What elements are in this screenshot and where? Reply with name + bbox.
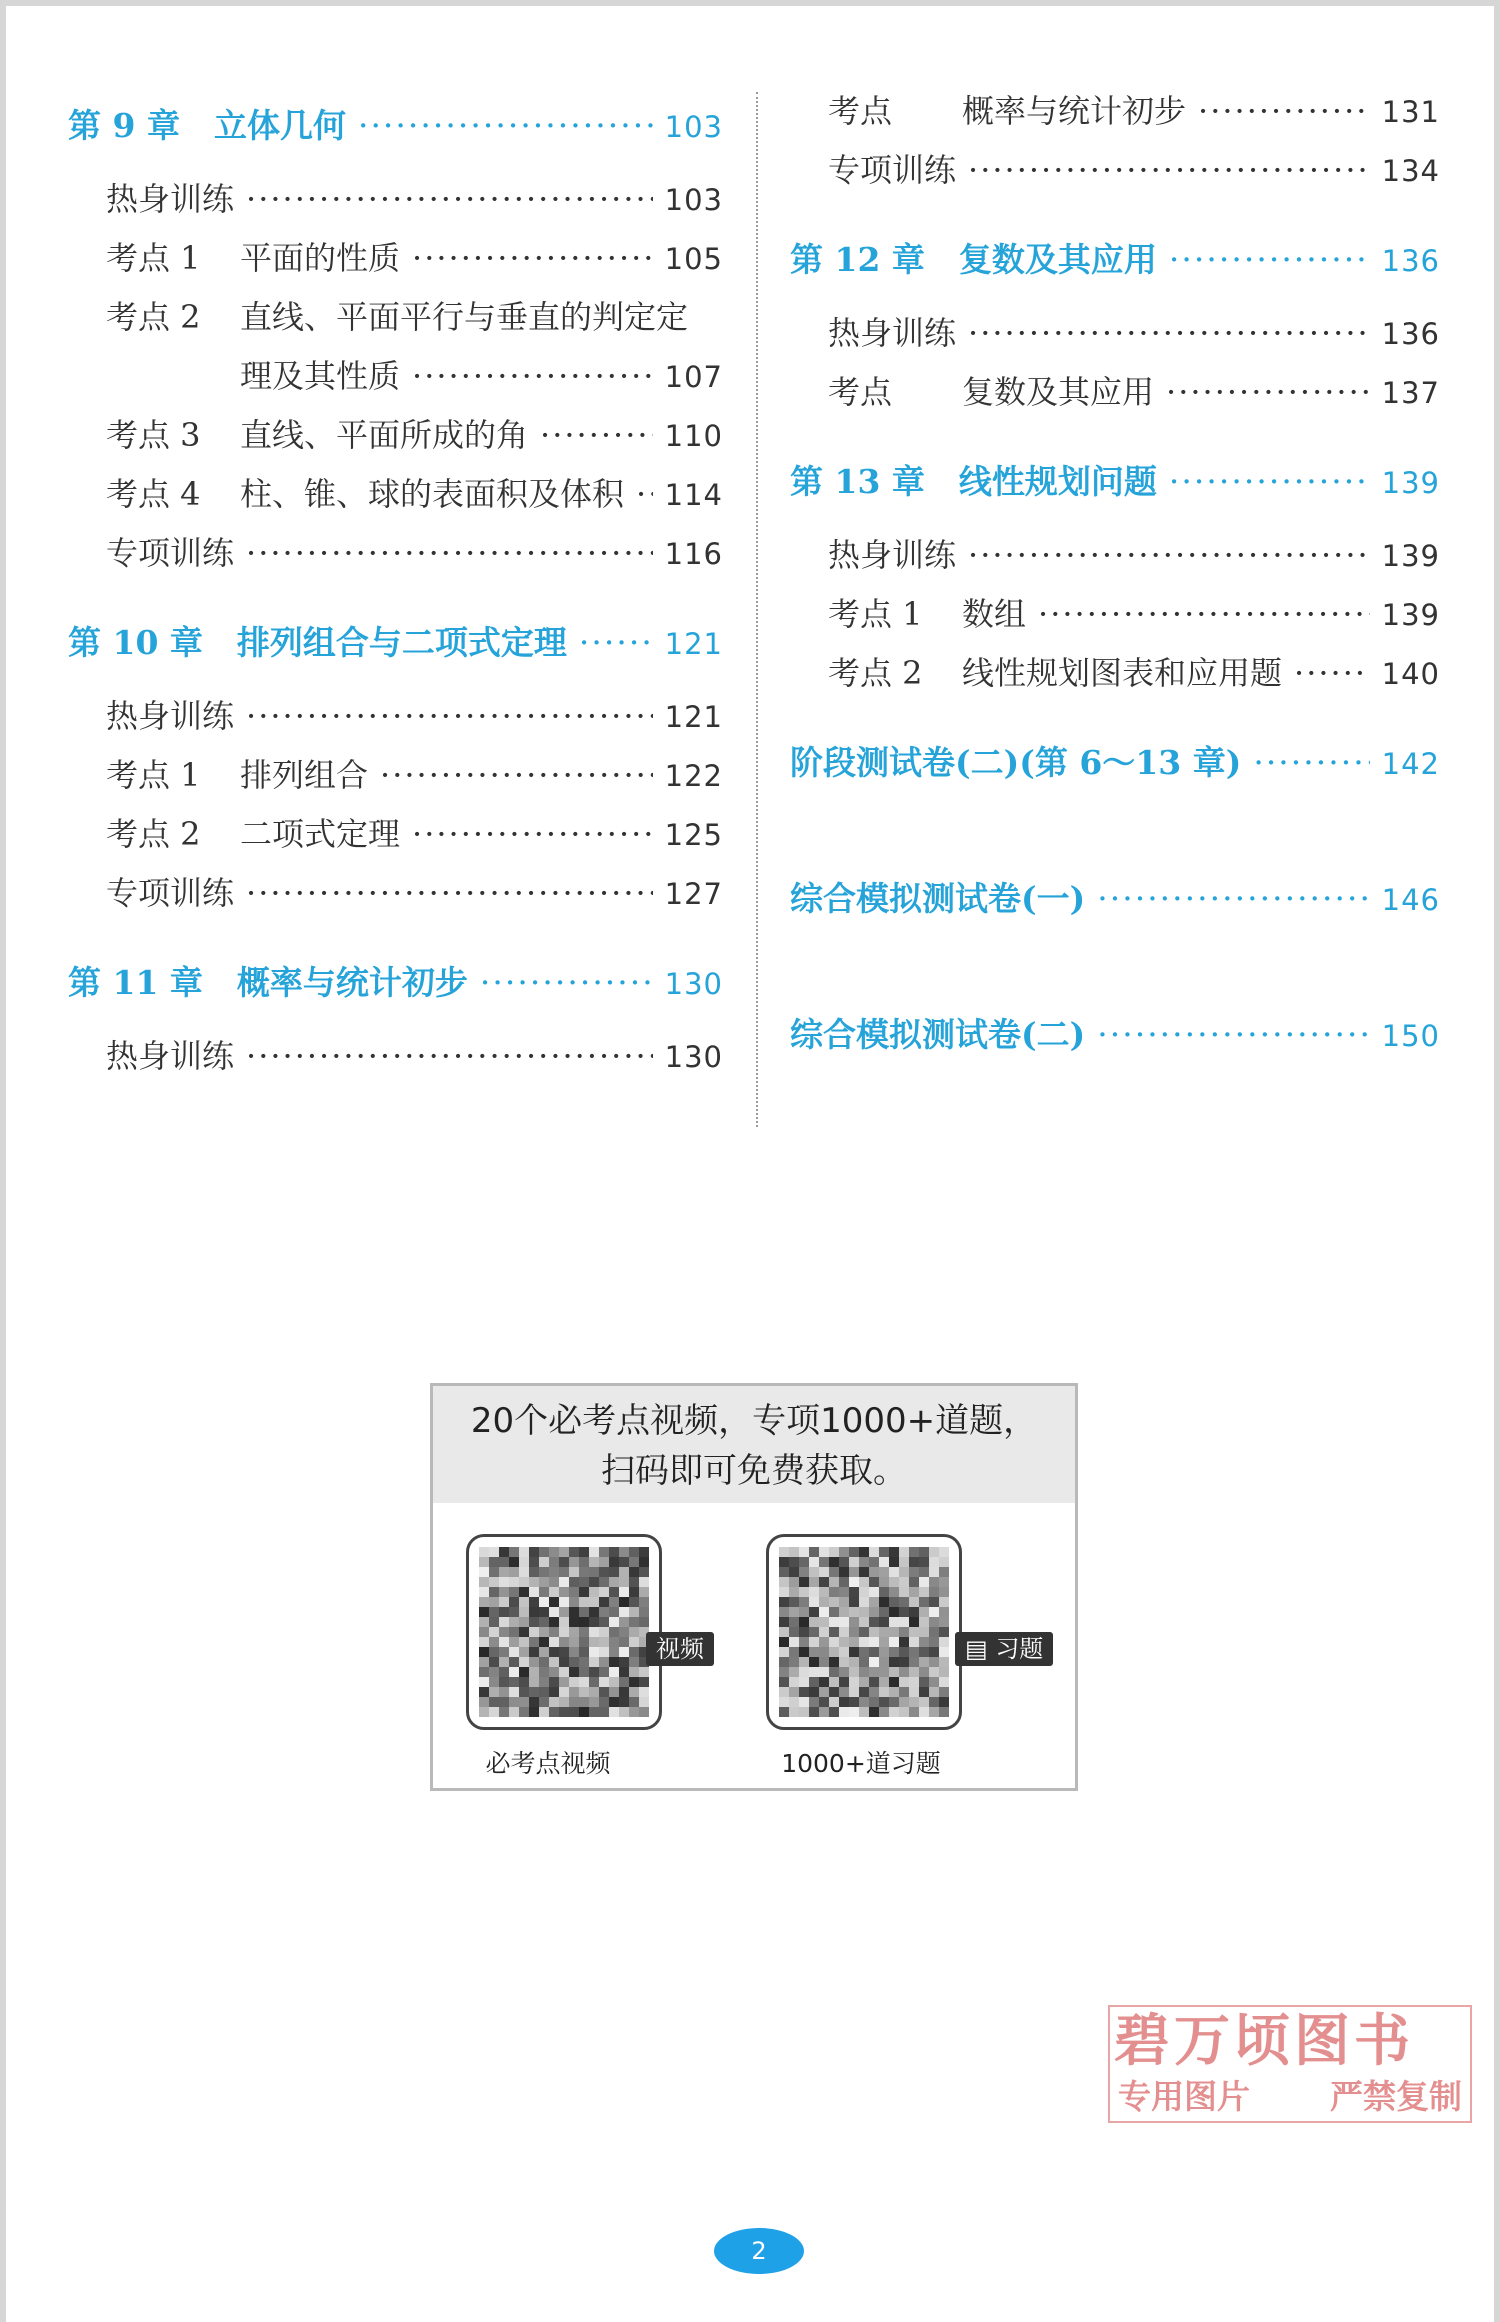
promo-line-1: 20个必考点视频，专项1000+道题， — [470, 1401, 1038, 1441]
toc-label: 考点 2 — [828, 654, 923, 692]
toc-label: 热身训练 — [106, 1037, 235, 1075]
page-ref: 139 — [1381, 539, 1440, 573]
dot-leader — [246, 170, 653, 229]
dot-leader — [412, 229, 653, 288]
watermark-stamp — [1108, 2005, 1472, 2123]
dot-leader — [1097, 991, 1369, 1079]
dot-leader — [246, 687, 653, 746]
dot-leader — [540, 406, 653, 465]
page-ref: 146 — [1381, 883, 1440, 917]
toc-label: 考点 — [828, 92, 893, 130]
toc-entry-row[interactable] — [68, 170, 723, 229]
toc-label: 考点 4 — [106, 475, 201, 513]
chapter-label: 综合模拟测试卷(一) — [790, 879, 1086, 918]
dot-leader — [1038, 585, 1370, 644]
toc-label: 考点 1 — [106, 756, 201, 794]
chapter-label: 第 12 章 — [790, 240, 925, 279]
toc-title: 直线、平面平行与垂直的判定定 — [240, 298, 689, 336]
toc-chapter-row[interactable] — [790, 216, 1440, 304]
dot-leader — [968, 526, 1370, 585]
toc-title: 数组 — [962, 595, 1027, 633]
chapter-label: 综合模拟测试卷(二) — [790, 1015, 1086, 1054]
page-ref: 105 — [664, 242, 723, 276]
toc-entry-row[interactable] — [68, 805, 723, 864]
toc-left-column — [68, 82, 723, 1086]
toc-title: 排列组合 — [240, 756, 369, 794]
toc-label: 专项训练 — [106, 874, 235, 912]
toc-chapter-row[interactable] — [790, 855, 1440, 943]
page-ref: 134 — [1381, 154, 1440, 188]
qr-code-exercise[interactable] — [779, 1547, 949, 1717]
page-ref: 110 — [664, 419, 723, 453]
column-divider — [756, 92, 758, 1127]
toc-title: 概率与统计初步 — [962, 92, 1187, 130]
toc-title: 平面的性质 — [240, 239, 401, 277]
page-ref: 127 — [664, 877, 723, 911]
chapter-title: 立体几何 — [213, 106, 346, 145]
page-ref: 103 — [664, 110, 723, 144]
toc-title: 线性规划图表和应用题 — [962, 654, 1283, 692]
toc-entry-row[interactable] — [68, 406, 723, 465]
dot-leader — [1253, 719, 1369, 807]
page-ref: 121 — [664, 627, 723, 661]
page-ref: 139 — [1381, 466, 1440, 500]
toc-label: 考点 — [828, 373, 893, 411]
page-ref: 107 — [664, 360, 723, 394]
toc-chapter-row[interactable] — [68, 599, 723, 687]
qr-promo-header — [433, 1386, 1075, 1503]
page-ref: 121 — [664, 700, 723, 734]
chapter-label: 第 11 章 — [68, 963, 203, 1002]
toc-entry-row[interactable] — [790, 585, 1440, 644]
dot-leader — [968, 141, 1370, 200]
dot-leader — [1294, 644, 1370, 703]
dot-leader — [358, 82, 653, 170]
toc-label: 考点 1 — [106, 239, 201, 277]
toc-title: 二项式定理 — [240, 815, 401, 853]
toc-chapter-row[interactable] — [790, 991, 1440, 1079]
dot-leader — [480, 939, 653, 1027]
toc-entry-row[interactable] — [68, 288, 723, 347]
chapter-title: 概率与统计初步 — [236, 963, 468, 1002]
page-ref: 114 — [664, 478, 723, 512]
chapter-title: 排列组合与二项式定理 — [236, 623, 567, 662]
toc-title: 复数及其应用 — [962, 373, 1155, 411]
toc-entry-row[interactable] — [790, 363, 1440, 422]
toc-title: 理及其性质 — [240, 357, 401, 395]
toc-entry-row[interactable] — [68, 746, 723, 805]
page-ref: 103 — [664, 183, 723, 217]
toc-label: 考点 1 — [828, 595, 923, 633]
qr-promo-box — [430, 1383, 1078, 1791]
toc-entry-row[interactable] — [790, 304, 1440, 363]
toc-chapter-row[interactable] — [790, 438, 1440, 526]
toc-label: 热身训练 — [828, 536, 957, 574]
page-ref: 130 — [664, 967, 723, 1001]
dot-leader — [412, 347, 653, 406]
watermark-left: 专用图片 — [1118, 2077, 1250, 2116]
chapter-label: 第 10 章 — [68, 623, 203, 662]
dot-leader — [246, 1027, 653, 1086]
qr-code-video[interactable] — [479, 1547, 649, 1717]
dot-leader — [1097, 855, 1369, 943]
chapter-label: 第 13 章 — [790, 462, 925, 501]
watermark-right: 严禁复制 — [1330, 2077, 1462, 2116]
toc-label: 考点 2 — [106, 298, 201, 336]
chapter-label: 阶段测试卷(二)(第 6～13 章) — [790, 743, 1242, 782]
page-ref: 142 — [1381, 747, 1440, 781]
dot-leader — [636, 465, 653, 524]
dot-leader — [579, 599, 653, 687]
toc-label: 考点 3 — [106, 416, 201, 454]
dot-leader — [246, 864, 653, 923]
toc-entry-row[interactable] — [790, 82, 1440, 141]
watermark-title: 碧万顷图书 — [1114, 2009, 1414, 2074]
toc-entry-row[interactable] — [68, 347, 723, 406]
page-ref: 136 — [1381, 317, 1440, 351]
dot-leader — [968, 304, 1370, 363]
toc-label: 专项训练 — [106, 534, 235, 572]
chapter-title: 线性规划问题 — [958, 462, 1157, 501]
toc-entry-row[interactable] — [68, 1027, 723, 1086]
dot-leader — [246, 524, 653, 583]
toc-chapter-row[interactable] — [68, 939, 723, 1027]
page-ref: 130 — [664, 1040, 723, 1074]
exercise-tag — [955, 1632, 1053, 1666]
promo-line-2: 扫码即可免费获取。 — [601, 1451, 907, 1491]
chapter-label: 第 9 章 — [68, 106, 180, 145]
dot-leader — [412, 805, 653, 864]
page-ref: 136 — [1381, 244, 1440, 278]
video-caption: 必考点视频 — [485, 1749, 611, 1778]
toc-chapter-row[interactable] — [68, 82, 723, 170]
page-ref: 131 — [1381, 95, 1440, 129]
qr-video[interactable] — [466, 1534, 662, 1730]
qr-exercise[interactable] — [766, 1534, 962, 1730]
toc-entry-row[interactable] — [68, 229, 723, 288]
toc-title: 直线、平面所成的角 — [240, 416, 529, 454]
dot-leader — [1198, 82, 1370, 141]
toc-title: 柱、锥、球的表面积及体积 — [240, 475, 625, 513]
toc-entry-row[interactable] — [68, 524, 723, 583]
toc-label: 专项训练 — [828, 151, 957, 189]
page-ref: 122 — [664, 759, 723, 793]
toc-chapter-row[interactable] — [790, 719, 1440, 807]
page-ref: 139 — [1381, 598, 1440, 632]
toc-entry-row[interactable] — [790, 644, 1440, 703]
page-ref: 116 — [664, 537, 723, 571]
dot-leader — [1169, 216, 1370, 304]
toc-label: 热身训练 — [106, 697, 235, 735]
chapter-title: 复数及其应用 — [958, 240, 1157, 279]
video-tag: 视频 — [646, 1632, 714, 1666]
dot-leader — [1166, 363, 1370, 422]
exercise-caption: 1000+道习题 — [781, 1749, 941, 1778]
dot-leader — [1169, 438, 1370, 526]
page-ref: 137 — [1381, 376, 1440, 410]
page-number-badge: 2 — [714, 2228, 804, 2274]
toc-right-column — [790, 82, 1440, 1079]
toc-entry-row[interactable] — [68, 465, 723, 524]
toc-entry-row[interactable] — [68, 864, 723, 923]
toc-label: 考点 2 — [106, 815, 201, 853]
page-ref: 125 — [664, 818, 723, 852]
toc-entry-row[interactable] — [790, 526, 1440, 585]
toc-label: 热身训练 — [106, 180, 235, 218]
toc-label: 热身训练 — [828, 314, 957, 352]
toc-entry-row[interactable] — [68, 687, 723, 746]
page-ref: 140 — [1381, 657, 1440, 691]
book-icon: ▤ — [965, 1635, 996, 1663]
toc-entry-row[interactable] — [790, 141, 1440, 200]
exercise-tag-label: 习题 — [995, 1635, 1044, 1663]
dot-leader — [380, 746, 653, 805]
page-ref: 150 — [1381, 1019, 1440, 1053]
